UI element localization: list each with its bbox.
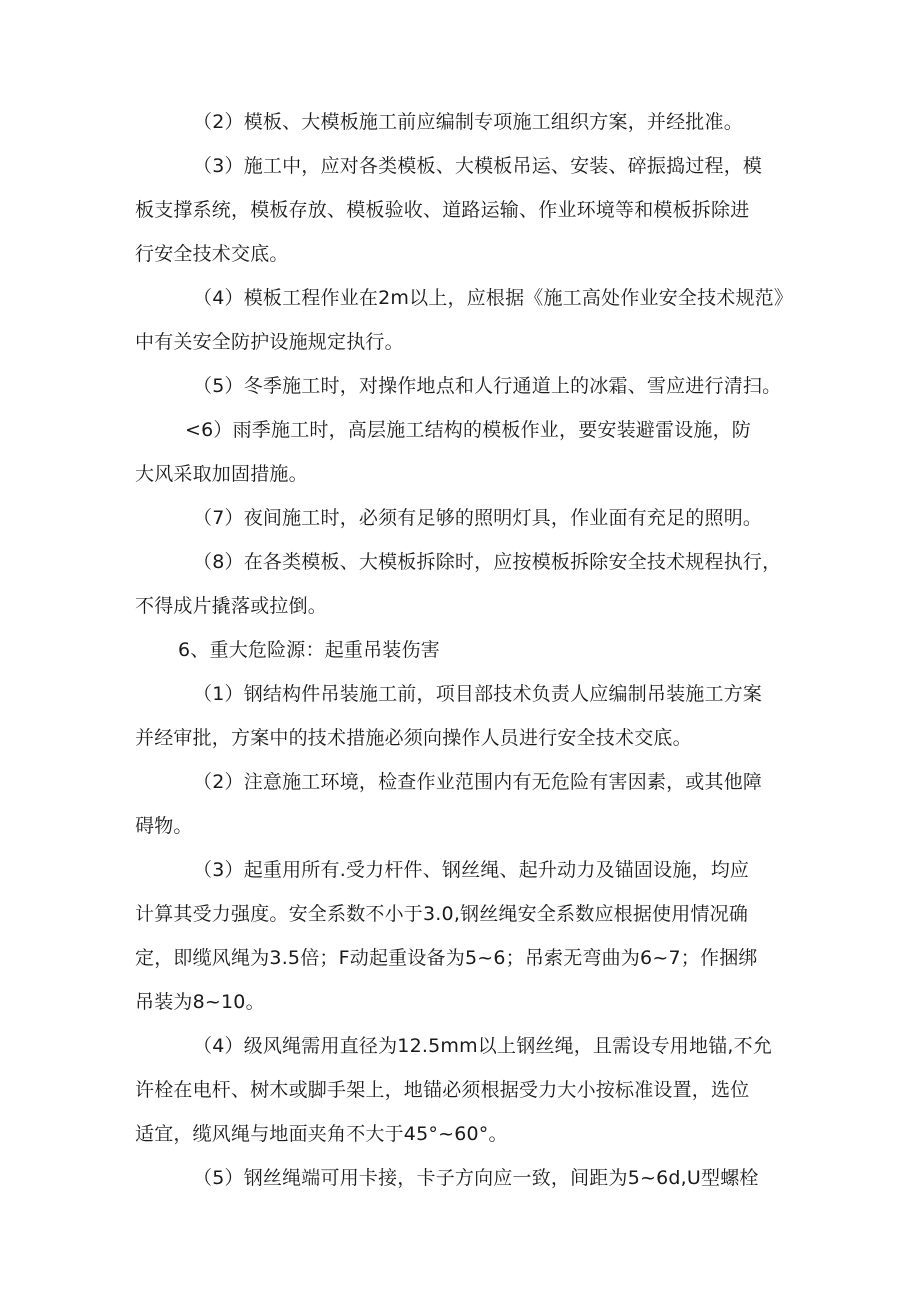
paragraph-line: （8）在各类模板、大模板拆除时，应按模板拆除安全技术规程执行， xyxy=(193,551,782,573)
paragraph-line: （4）级风绳需用直径为12.5mm以上钢丝绳，且需设专用地锚,不允 xyxy=(193,1035,773,1057)
paragraph-line: （5）钢丝绳端可用卡接，卡子方向应一致，间距为5~6d,U型螺栓 xyxy=(193,1167,759,1189)
paragraph-line: 计算其受力强度。安全系数不小于3.0,钢丝绳安全系数应根据使用情况确 xyxy=(135,903,749,925)
paragraph-line: <6）雨季施工时，高层施工结构的模板作业，要安装避雷设施，防 xyxy=(185,419,752,441)
paragraph-line: （3）施工中，应对各类模板、大模板吊运、安装、碎振捣过程，模 xyxy=(193,155,763,177)
paragraph-line: 中有关安全防护设施规定执行。 xyxy=(135,331,404,353)
paragraph-line: 大风采取加固措施。 xyxy=(135,463,308,485)
section-heading: 6、重大危险源：起重吊装伤害 xyxy=(178,639,440,661)
paragraph-line: （2）注意施工环境，检查作业范围内有无危险有害因素，或其他障 xyxy=(193,771,763,793)
paragraph-line: 板支撑系统，模板存放、模板验收、道路运输、作业环境等和模板拆除进 xyxy=(135,199,750,221)
paragraph-line: 定，即缆风绳为3.5倍；F动起重设备为5~6；吊索无弯曲为6~7；作捆绑 xyxy=(135,947,758,969)
paragraph-line: （3）起重用所有.受力杆件、钢丝绳、起升动力及锚固设施，均应 xyxy=(193,859,750,881)
paragraph-line: 吊装为8~10。 xyxy=(135,991,265,1013)
paragraph-line: （5）冬季施工时，对操作地点和人行通道上的冰霜、雪应进行清扫。 xyxy=(193,375,782,397)
paragraph-line: 适宜，缆风绳与地面夹角不大于45°~60°。 xyxy=(135,1123,508,1145)
paragraph-line: 行安全技术交底。 xyxy=(135,243,289,265)
paragraph-line: 碍物。 xyxy=(135,815,193,837)
paragraph-line: （1）钢结构件吊装施工前，项目部技术负责人应编制吊装施工方案 xyxy=(193,683,763,705)
paragraph-line: （7）夜间施工时，必须有足够的照明灯具，作业面有充足的照明。 xyxy=(193,507,763,529)
paragraph-line: 许栓在电杆、树木或脚手架上，地锚必须根据受力大小按标准设置，选位 xyxy=(135,1079,750,1101)
paragraph-line: （4）模板工程作业在2m以上，应根据《施工高处作业安全技术规范》 xyxy=(193,287,794,309)
paragraph-line: 并经审批，方案中的技术措施必须向操作人员进行安全技术交底。 xyxy=(135,727,692,749)
paragraph-line: 不得成片撬落或拉倒。 xyxy=(135,595,328,617)
paragraph-line: （2）模板、大模板施工前应编制专项施工组织方案，并经批准。 xyxy=(193,111,743,133)
